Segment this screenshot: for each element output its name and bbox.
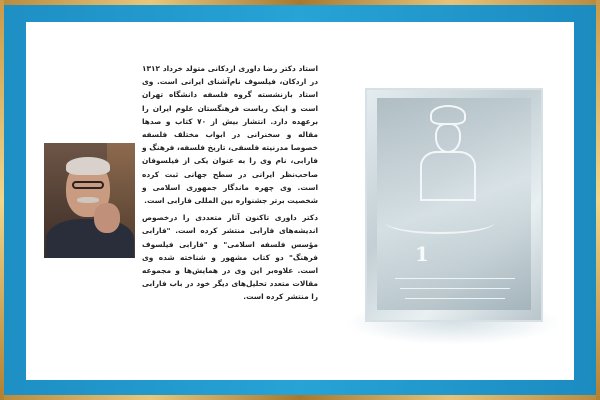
award-engraved-line bbox=[400, 288, 510, 289]
gold-border-right bbox=[596, 0, 600, 400]
gold-border-top bbox=[0, 0, 600, 5]
figure-face bbox=[435, 123, 461, 153]
award-engraved-line bbox=[395, 278, 515, 279]
biography-text bbox=[142, 62, 318, 362]
portrait-hair bbox=[66, 157, 110, 175]
portrait-hand bbox=[94, 203, 120, 233]
award-calligraphy bbox=[385, 210, 495, 234]
figure-robe bbox=[420, 151, 476, 201]
portrait-body bbox=[46, 219, 134, 258]
crystal-award-photo bbox=[355, 80, 552, 338]
figure-turban bbox=[430, 105, 466, 125]
gold-border-left bbox=[0, 0, 4, 400]
gold-border-bottom bbox=[0, 395, 600, 400]
portrait-photo bbox=[44, 143, 135, 258]
portrait-mustache bbox=[77, 197, 99, 203]
award-engraved-line bbox=[405, 298, 505, 299]
bio-paragraph-1: استاد دکتر رضا داوری اردکانی متولد خرداد ۱۳۱۲ در اردکان، فیلسوف نام‌آشنای ایرانی است. وی استاد بازنشسته گروه فلسفه دانشگاه تهران است و اینک ریاست فرهنگستان علوم ایران را برعهده دارد. انتشار بیش از ۷۰ کتاب و صدها مقاله و سخنرانی در ابواب مختلف فلسفه خصوصا مدرنیته فلسفی، تاریخ فلسفه، فرهنگ و فارابی، نام وی را به عنوان یکی از فیلسوفان صاحب‌نظر ایرانی در سطح جهانی ثبت کرده است. وی چهره ماندگار جمهوری اسلامی و شخصیت برتر جشنواره بین المللی فارابی است. bbox=[142, 64, 318, 206]
bio-paragraph-2: دکتر داوری تاکنون آثار متعددی را درخصوص اندیشه‌های فارابی منتشر کرده است. "فارابی مؤسس فلسفه اسلامی" و "فارابی فیلسوف فرهنگ" دو کتاب مشهور و شناخته شده وی است. علاوه‌بر این وی در همایش‌ها و مجموعه مقالات متعدد تحلیل‌های دیگر خود در باب فارابی را منتشر کرده است. bbox=[142, 213, 318, 302]
award-number: 1 bbox=[415, 242, 429, 266]
award-farabi-figure bbox=[420, 105, 476, 200]
portrait-glasses bbox=[72, 181, 104, 189]
